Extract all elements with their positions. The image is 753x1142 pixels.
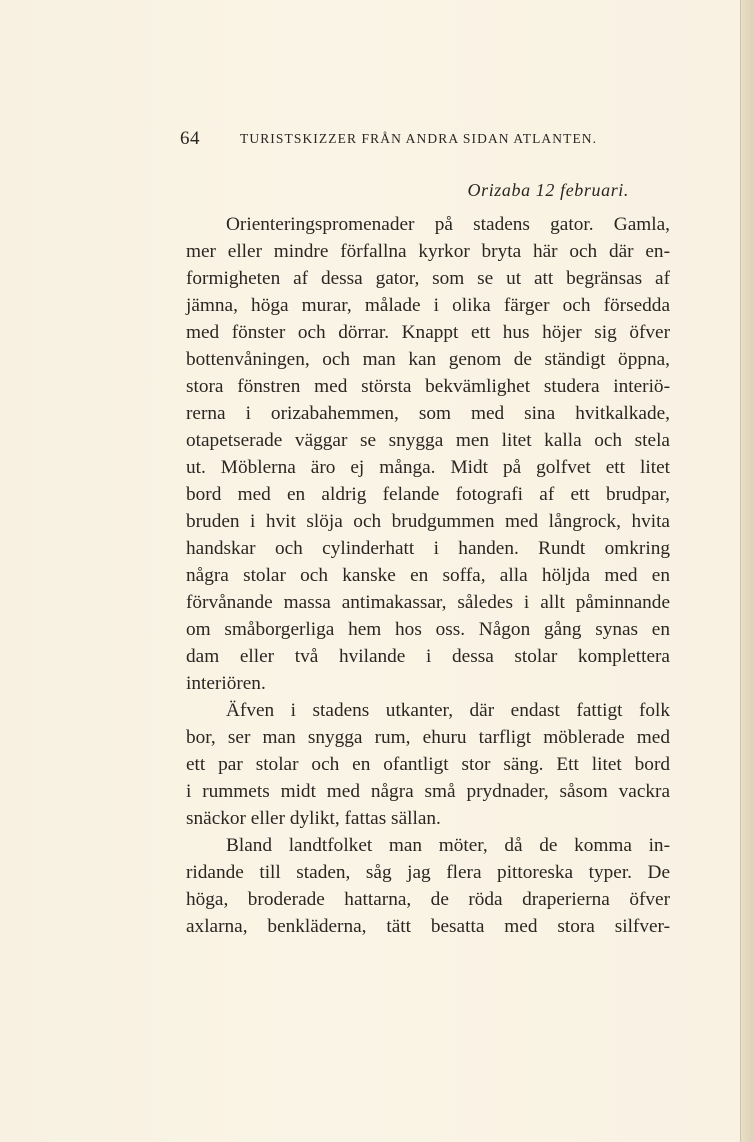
text-line: ut. Möblerna äro ej många. Midt på golfvet ett litet: [186, 457, 670, 478]
text-line: om småborgerliga hem hos oss. Någon gång synas en: [186, 619, 670, 640]
running-title: TURISTSKIZZER FRÅN ANDRA SIDAN ATLANTEN.: [240, 131, 598, 146]
text-line: bord med en aldrig felande fotografi af ett brudpar,: [186, 484, 670, 505]
text-line: Äfven i stadens utkanter, där endast fattigt folk: [226, 700, 670, 721]
text-line: i rummets midt med några små prydnader, såsom vackra: [186, 781, 670, 802]
page-number: 64: [180, 128, 200, 149]
text-line: några stolar och kanske en soffa, alla höljda med en: [186, 565, 670, 586]
text-line: höga, broderade hattarna, de röda draperierna öfver: [186, 889, 670, 910]
text-line: bor, ser man snygga rum, ehuru tarfligt möblerade med: [186, 727, 670, 748]
text-line: bottenvåningen, och man kan genom de ständigt öppna,: [186, 349, 670, 370]
text-line: mer eller mindre förfallna kyrkor bryta här och där en-: [186, 241, 670, 262]
page-edge: [740, 0, 753, 1142]
text-line: bruden i hvit slöja och brudgummen med långrock, hvita: [186, 511, 670, 532]
text-line: snäckor eller dylikt, fattas sällan.: [186, 808, 441, 829]
text-line: formigheten af dessa gator, som se ut att begränsas af: [186, 268, 670, 289]
text-line: förvånande massa antimakassar, således i allt påminnande: [186, 592, 670, 613]
text-line: med fönster och dörrar. Knappt ett hus höjer sig öfver: [186, 322, 670, 343]
text-line: axlarna, benkläderna, tätt besatta med stora silfver-: [186, 916, 670, 937]
text-line: dam eller två hvilande i dessa stolar komplettera: [186, 646, 670, 667]
text-line: stora fönstren med största bekvämlighet studera interiö-: [186, 376, 670, 397]
text-line: interiören.: [186, 673, 266, 694]
page-header: [180, 128, 670, 152]
text-line: ridande till staden, såg jag flera pittoreska typer. De: [186, 862, 670, 883]
text-line: Orienteringspromenader på stadens gator. Gamla,: [226, 214, 670, 235]
text-line: ett par stolar och en ofantligt stor säng. Ett litet bord: [186, 754, 670, 775]
text-line: handskar och cylinderhatt i handen. Rundt omkring: [186, 538, 670, 559]
text-line: jämna, höga murar, målade i olika färger och försedda: [186, 295, 670, 316]
dateline: Orizaba 12 februari.: [467, 180, 629, 200]
text-line: rerna i orizabahemmen, som med sina hvitkalkade,: [186, 403, 670, 424]
text-line: otapetserade väggar se snygga men litet kalla och stela: [186, 430, 670, 451]
text-line: Bland landtfolket man möter, då de komma in-: [226, 835, 670, 856]
